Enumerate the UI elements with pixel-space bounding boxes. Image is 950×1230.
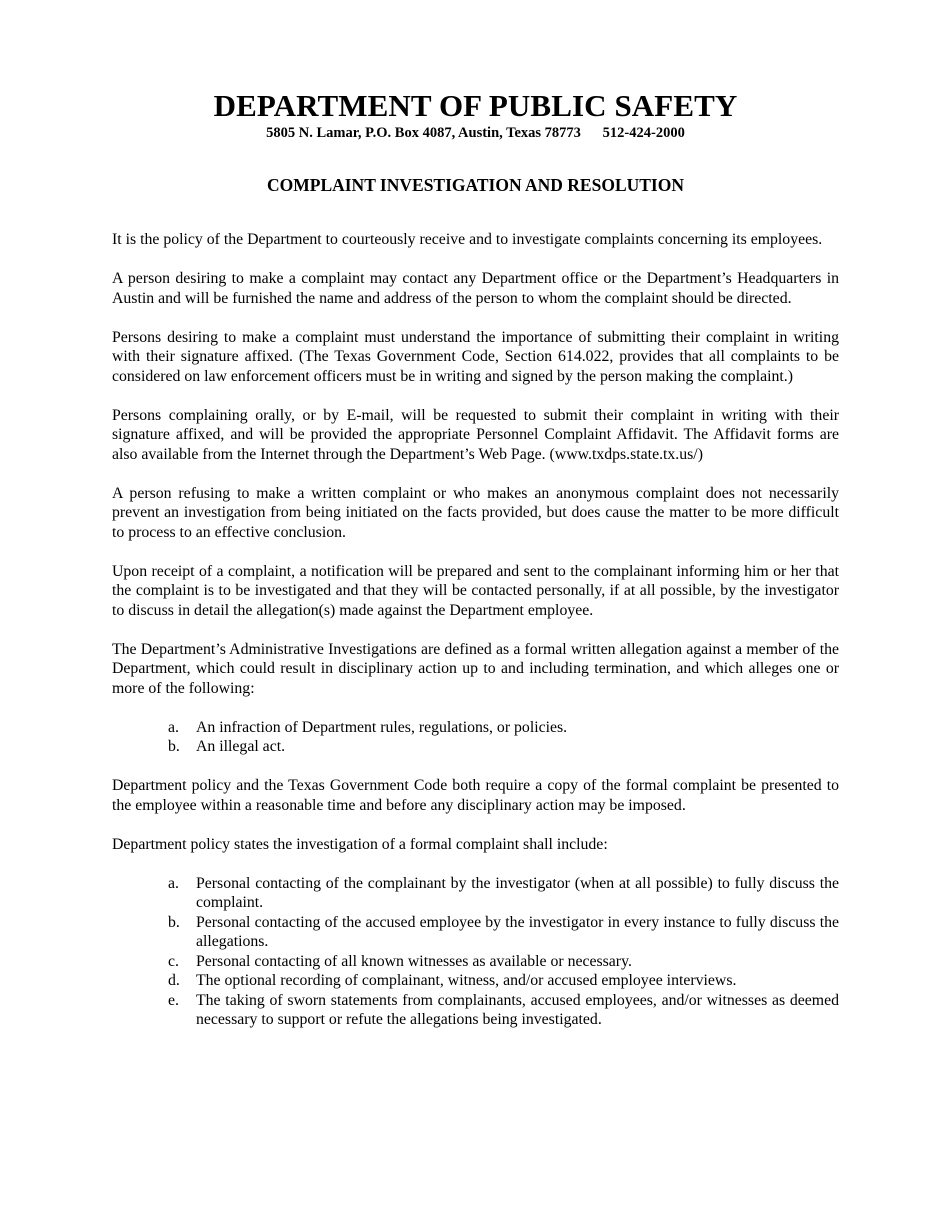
list-marker: d.	[168, 972, 180, 989]
paragraph-investigation-includes: Department policy states the investigation of a formal complaint shall include:	[112, 835, 608, 853]
list-item	[168, 952, 839, 972]
document-title: COMPLAINT INVESTIGATION AND RESOLUTION	[266, 175, 684, 195]
department-phone: 512-424-2000	[602, 125, 685, 141]
paragraph-written-requirement: Persons desiring to make a complaint must understand the importance of submitting their complaint in writing with their signature affixed. (The Texas Government Code, Section 614.022, provides that all complaints to be considered on law enforcement officers must be in writing and signed by the person making the complaint.)	[112, 328, 839, 385]
list-item	[168, 718, 839, 738]
paragraph-policy: It is the policy of the Department to courteously receive and to investigate complaints concerning its employees.	[112, 231, 823, 248]
department-address: 5805 N. Lamar, P.O. Box 4087, Austin, Texas 78773	[266, 125, 581, 141]
list-item-text: The optional recording of complainant, witness, and/or accused employee interviews.	[196, 972, 737, 989]
list-marker: c.	[168, 952, 179, 970]
list-marker: a.	[168, 874, 179, 892]
list-item-text: Personal contacting of the complainant by the investigator (when at all possible) to fully discuss the complaint.	[196, 874, 839, 911]
investigation-list	[112, 874, 839, 1030]
list-marker: e.	[168, 991, 179, 1009]
paragraph-contact: A person desiring to make a complaint may contact any Department office or the Department’s Headquarters in Austin and will be furnished the name and address of the person to whom the complaint should be directed.	[112, 270, 839, 307]
paragraph-anonymous: A person refusing to make a written complaint or who makes an anonymous complaint does not necessarily prevent an investigation from being initiated on the facts provided, but does cause the matter to be more difficult to process to an effective conclusion.	[112, 484, 839, 541]
list-item-text: Personal contacting of all known witnesses as available or necessary.	[196, 952, 632, 970]
list-item	[168, 991, 839, 1030]
list-marker: a.	[168, 718, 179, 736]
department-contact-line	[112, 124, 839, 142]
list-item	[168, 913, 839, 952]
paragraph-notification: Upon receipt of a complaint, a notification will be prepared and sent to the complainant informing him or her that the complaint is to be investigated and that they will be contacted personally, if at all possible, by the investigator to discuss in detail the allegation(s) made against the Department employee.	[112, 562, 839, 619]
list-item	[168, 874, 839, 913]
paragraph-definition: The Department’s Administrative Investigations are defined as a formal written allegation against a member of the Department, which could result in disciplinary action up to and including termination, and which alleges one or more of the following:	[112, 640, 839, 697]
list-item-text: An illegal act.	[196, 738, 286, 755]
list-marker: b.	[168, 913, 180, 931]
list-marker: b.	[168, 738, 180, 755]
list-item-text: The taking of sworn statements from complainants, accused employees, and/or witnesses as deemed necessary to support or refute the allegations being investigated.	[196, 991, 839, 1028]
list-item-text: An infraction of Department rules, regulations, or policies.	[196, 718, 568, 736]
list-item-text: Personal contacting of the accused employee by the investigator in every instance to fully discuss the allegations.	[196, 913, 839, 950]
list-item	[168, 737, 839, 757]
document-page	[112, 88, 839, 1049]
paragraph-oral-complaints: Persons complaining orally, or by E-mail, will be requested to submit their complaint in writing with their signature affixed, and will be provided the appropriate Personnel Complaint Affidavit. The Affidavit forms are also available from the Internet through the Department’s Web Page. (www.txdps.state.tx.us/)	[112, 406, 839, 463]
department-title: DEPARTMENT OF PUBLIC SAFETY	[213, 88, 738, 123]
paragraph-copy-requirement: Department policy and the Texas Government Code both require a copy of the formal complaint be presented to the employee within a reasonable time and before any disciplinary action may be imposed.	[112, 777, 839, 814]
document-body	[112, 230, 839, 1030]
list-item	[168, 971, 839, 991]
allegation-list	[112, 718, 839, 757]
